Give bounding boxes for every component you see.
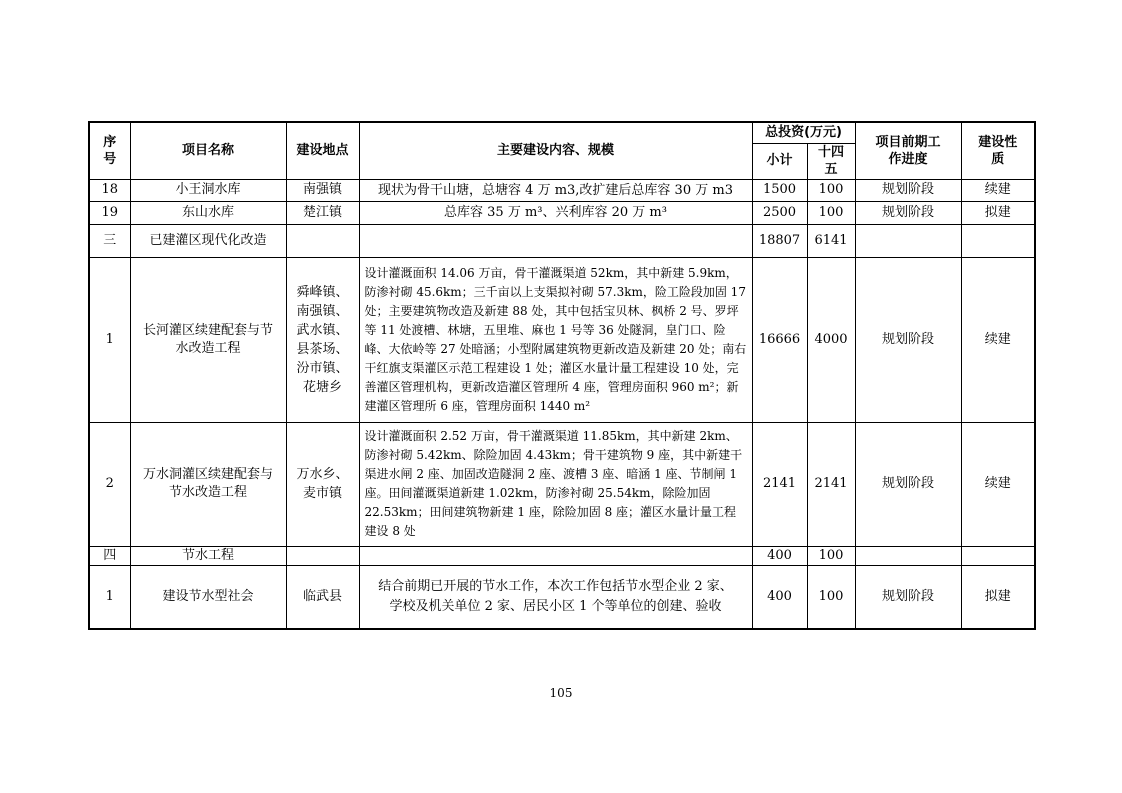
- header-investment: 总投资(万元): [752, 122, 855, 143]
- row-location: [286, 224, 359, 257]
- header-progress: 项目前期工作进度: [855, 122, 961, 179]
- header-content: 主要建设内容、规模: [359, 122, 752, 179]
- row-seq: 1: [89, 257, 130, 422]
- row-plan14: 4000: [807, 257, 855, 422]
- row-plan14: 100: [807, 202, 855, 225]
- header-plan14: 十四五: [807, 143, 855, 179]
- row-content: 设计灌溉面积 14.06 万亩，骨干灌溉渠道 52km，其中新建 5.9km，防渗衬砌 45.6km；三千亩以上支渠拟衬砌 57.3km，险工险段加固 17 处；主要建筑物改造及新建 88 处，其中包括宝贝林、枫桥 2 号、罗坪等 11 处渡槽、林塘，五里堆、麻也 1 号等 36 处隧洞，皇门口、险峰、大依岭等 27 处暗涵；小型附属建筑物更新改造及新建 20 处；南右干红旗支渠灌区示范工程建设 1 处；灌区水量计量工程建设 10 处，完善灌区管理机构，更新改造灌区管理所 4 座，管理房面积 960 m²；新建灌区管理所 6 座，管理房面积 1440 m²: [359, 257, 752, 422]
- row-location: 南强镇: [286, 179, 359, 202]
- row-subtotal: 16666: [752, 257, 807, 422]
- row-nature: 拟建: [961, 565, 1035, 629]
- row-content: 结合前期已开展的节水工作，本次工作包括节水型企业 2 家、学校及机关单位 2 家、居民小区 1 个等单位的创建、验收: [359, 565, 752, 629]
- row-nature: 拟建: [961, 202, 1035, 225]
- row-location: 万水乡、麦市镇: [286, 422, 359, 546]
- row-seq: 三: [89, 224, 130, 257]
- row-subtotal: 18807: [752, 224, 807, 257]
- row-nature: 续建: [961, 422, 1035, 546]
- table-row: [89, 202, 1035, 225]
- row-plan14: 100: [807, 565, 855, 629]
- table-row: [89, 257, 1035, 422]
- row-nature: [961, 224, 1035, 257]
- row-subtotal: 400: [752, 546, 807, 565]
- row-nature: [961, 546, 1035, 565]
- row-name: 节水工程: [130, 546, 286, 565]
- row-seq: 19: [89, 202, 130, 225]
- row-location: 楚江镇: [286, 202, 359, 225]
- row-progress: 规划阶段: [855, 422, 961, 546]
- row-plan14: 100: [807, 546, 855, 565]
- row-name: 东山水库: [130, 202, 286, 225]
- row-subtotal: 1500: [752, 179, 807, 202]
- row-progress: 规划阶段: [855, 565, 961, 629]
- row-name: 已建灌区现代化改造: [130, 224, 286, 257]
- row-seq: 18: [89, 179, 130, 202]
- row-progress: [855, 224, 961, 257]
- header-subtotal: 小计: [752, 143, 807, 179]
- row-name: 万水洞灌区续建配套与节水改造工程: [130, 422, 286, 546]
- row-content: 现状为骨干山塘，总塘容 4 万 m3,改扩建后总库容 30 万 m3: [359, 179, 752, 202]
- row-progress: [855, 546, 961, 565]
- row-location: 舜峰镇、南强镇、武水镇、县茶场、汾市镇、花塘乡: [286, 257, 359, 422]
- row-plan14: 2141: [807, 422, 855, 546]
- row-nature: 续建: [961, 179, 1035, 202]
- row-progress: 规划阶段: [855, 257, 961, 422]
- table-row: [89, 565, 1035, 629]
- header-location: 建设地点: [286, 122, 359, 179]
- row-progress: 规划阶段: [855, 179, 961, 202]
- table-row: [89, 546, 1035, 565]
- row-name: 小王洞水库: [130, 179, 286, 202]
- row-plan14: 100: [807, 179, 855, 202]
- header-name: 项目名称: [130, 122, 286, 179]
- page-number: 105: [549, 686, 573, 700]
- row-name: 长河灌区续建配套与节水改造工程: [130, 257, 286, 422]
- row-seq: 四: [89, 546, 130, 565]
- row-nature: 续建: [961, 257, 1035, 422]
- row-content: 设计灌溉面积 2.52 万亩，骨干灌溉渠道 11.85km，其中新建 2km、防渗衬砌 5.42km、除险加固 4.43km；骨干建筑物 9 座，其中新建干渠进水闸 2 座、加固改造隧洞 2 座、渡槽 3 座、暗涵 1 座、节制闸 1 座。田间灌溉渠道新建 1.02km，防渗衬砌 25.54km，除险加固 22.53km；田间建筑物新建 1 座，除险加固 8 座；灌区水量计量工程建设 8 处: [359, 422, 752, 546]
- row-subtotal: 2500: [752, 202, 807, 225]
- row-name: 建设节水型社会: [130, 565, 286, 629]
- table-row: [89, 224, 1035, 257]
- row-location: [286, 546, 359, 565]
- row-plan14: 6141: [807, 224, 855, 257]
- table-row: [89, 179, 1035, 202]
- row-subtotal: 400: [752, 565, 807, 629]
- table-row: [89, 422, 1035, 546]
- row-seq: 2: [89, 422, 130, 546]
- row-seq: 1: [89, 565, 130, 629]
- row-subtotal: 2141: [752, 422, 807, 546]
- row-progress: 规划阶段: [855, 202, 961, 225]
- row-content: [359, 224, 752, 257]
- row-content: 总库容 35 万 m³、兴利库容 20 万 m³: [359, 202, 752, 225]
- header-seq: 序号: [89, 122, 130, 179]
- header-nature: 建设性质: [961, 122, 1035, 179]
- row-content: [359, 546, 752, 565]
- project-table: [88, 121, 1036, 630]
- row-location: 临武县: [286, 565, 359, 629]
